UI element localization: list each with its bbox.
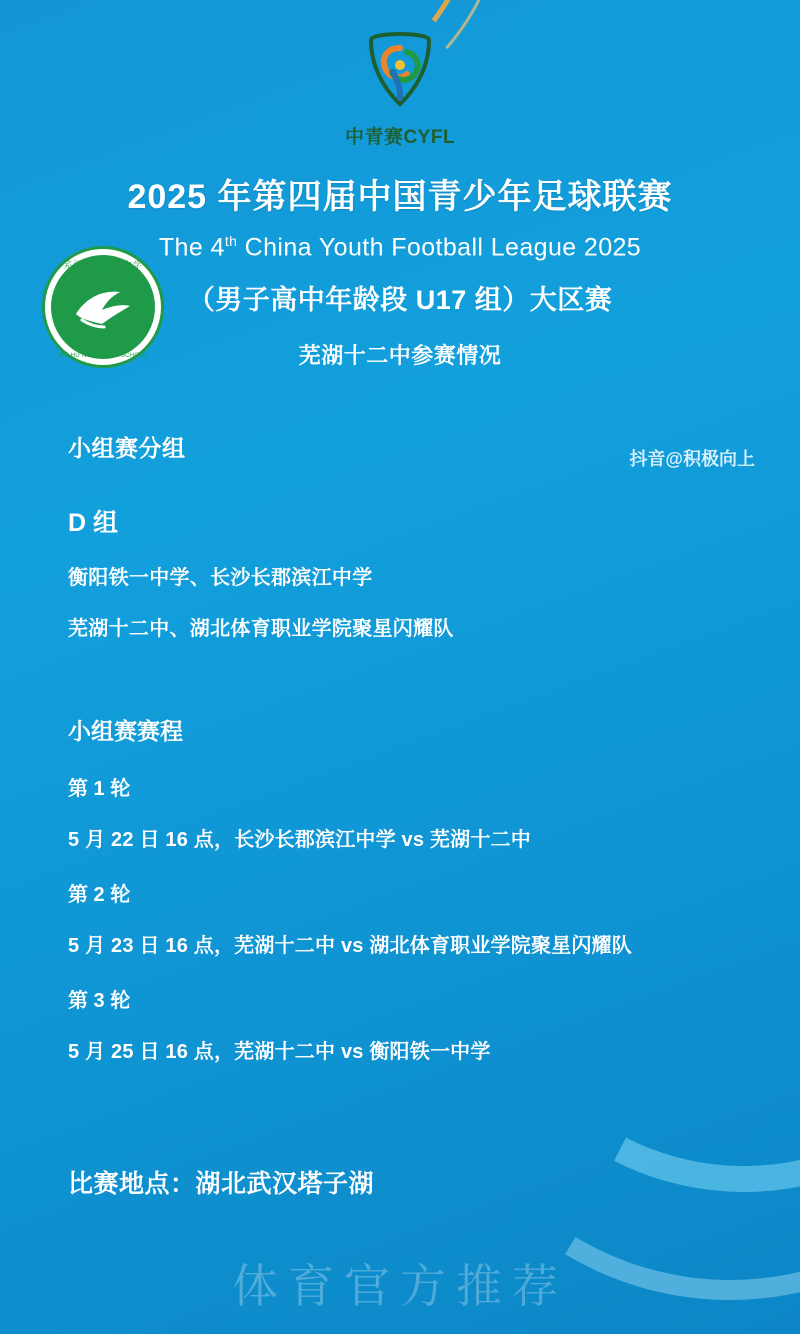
schedule-section-heading: 小组赛赛程 (68, 718, 183, 744)
group-teams-line: 衡阳铁一中学、长沙长郡滨江中学 (68, 567, 373, 589)
cyfl-logo-icon (357, 28, 443, 118)
title-school-line: 芜湖十二中参赛情况 (298, 342, 502, 368)
bird-emblem-icon (68, 280, 138, 332)
match-line: 5 月 25 日 16 点，芜湖十二中 vs 衡阳铁一中学 (68, 1041, 491, 1063)
badge-top-text: 芜湖市第十二中学 (62, 260, 143, 270)
school-badge (42, 246, 164, 368)
match-line: 5 月 22 日 16 点，长沙长郡滨江中学 vs 芜湖十二中 (68, 829, 531, 851)
round-label: 第 2 轮 (68, 884, 131, 906)
group-teams-line: 芜湖十二中、湖北体育职业学院聚星闪耀队 (68, 618, 454, 640)
round-label: 第 1 轮 (68, 778, 131, 800)
group-name: D 组 (68, 509, 119, 537)
title-en-prefix: The 4 (158, 232, 225, 261)
watermark-handle: 抖音@积极向上 (629, 449, 755, 469)
venue-line: 比赛地点：湖北武汉塔子湖 (68, 1170, 375, 1198)
title-en-suffix: China Youth Football League 2025 (237, 232, 642, 261)
badge-bottom-text: WU HU NO.12 HIGH SCHOOL (58, 353, 148, 359)
cyfl-logo (0, 28, 800, 149)
round-label: 第 3 轮 (68, 990, 131, 1012)
match-line: 5 月 23 日 16 点，芜湖十二中 vs 湖北体育职业学院聚星闪耀队 (68, 935, 632, 957)
footer-watermark: 体育官方推荐 (232, 1259, 568, 1313)
cyfl-logo-text: 中青赛CYFL (344, 127, 456, 148)
content-body (68, 430, 760, 1200)
title-en-ordinal: th (224, 232, 238, 249)
group-section-heading: 小组赛分组 (68, 435, 186, 461)
title-category: （男子高中年龄段 U17 组）大区赛 (187, 284, 613, 315)
page-title: 2025 年第四届中国青少年足球联赛 (127, 178, 673, 216)
